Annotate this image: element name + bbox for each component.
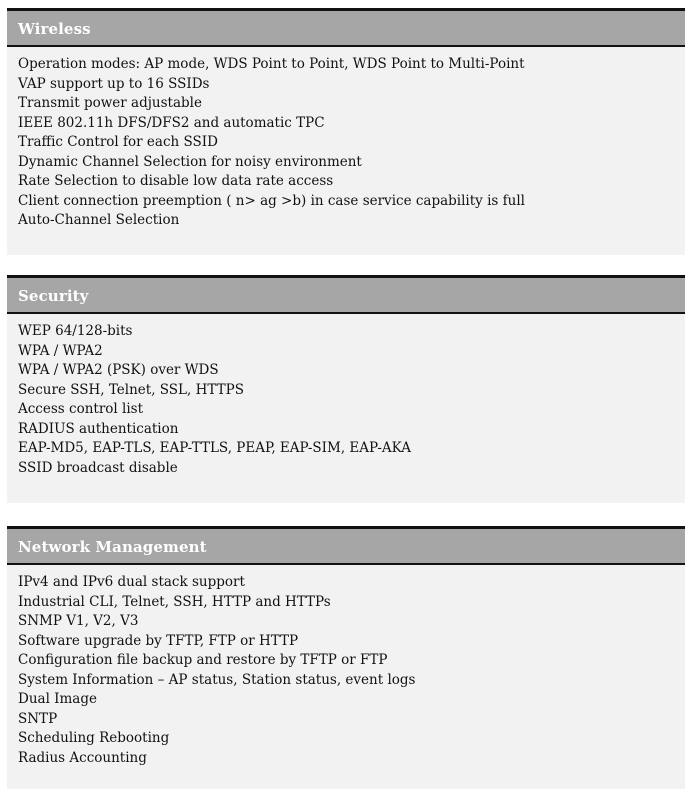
network-management-feature-list [7,565,685,768]
list-item: VAP support up to 16 SSIDs [18,75,210,92]
list-item: WPA / WPA2 (PSK) over WDS [18,362,219,378]
list-item: Client connection preemption ( n> ag >b) in case service capability is full [18,192,525,209]
list-item: Scheduling Rebooting [18,730,170,746]
list-item: Radius Accounting [18,749,147,766]
list-item: WPA / WPA2 [18,342,103,359]
wireless-title: Wireless [18,20,91,38]
wireless-section [7,8,685,255]
list-item: RADIUS authentication [18,420,179,437]
list-item: SNMP V1, V2, V3 [18,613,139,629]
list-item: Access control list [18,401,143,417]
security-header [7,275,685,314]
list-item: Dynamic Channel Selection for noisy environment [18,153,362,170]
list-item: Traffic Control for each SSID [18,134,218,150]
network-management-section [7,526,685,789]
list-item: Auto-Channel Selection [18,212,180,228]
network-management-title: Network Management [18,538,207,556]
security-section [7,275,685,503]
wireless-header [7,8,685,47]
list-item: Secure SSH, Telnet, SSL, HTTPS [18,381,244,398]
list-item: SNTP [18,710,58,727]
list-item: Industrial CLI, Telnet, SSH, HTTP and HTTPs [18,593,331,610]
list-item: EAP-MD5, EAP-TLS, EAP-TTLS, PEAP, EAP-SIM, EAP-AKA [18,440,411,456]
list-item: Software upgrade by TFTP, FTP or HTTP [18,632,299,649]
list-item: IEEE 802.11h DFS/DFS2 and automatic TPC [18,114,325,131]
wireless-feature-list [7,47,685,231]
list-item: Dual Image [18,691,97,707]
list-item: Rate Selection to disable low data rate access [18,173,334,189]
list-item: WEP 64/128-bits [18,323,133,339]
security-title: Security [18,287,89,305]
list-item: Transmit power adjustable [18,95,202,111]
network-management-header [7,526,685,565]
list-item: System Information – AP status, Station status, event logs [18,671,416,688]
list-item: IPv4 and IPv6 dual stack support [18,574,245,590]
list-item: Operation modes: AP mode, WDS Point to Point, WDS Point to Multi-Point [18,56,525,72]
list-item: Configuration file backup and restore by TFTP or FTP [18,652,388,668]
list-item: SSID broadcast disable [18,459,178,476]
security-feature-list [7,314,685,478]
